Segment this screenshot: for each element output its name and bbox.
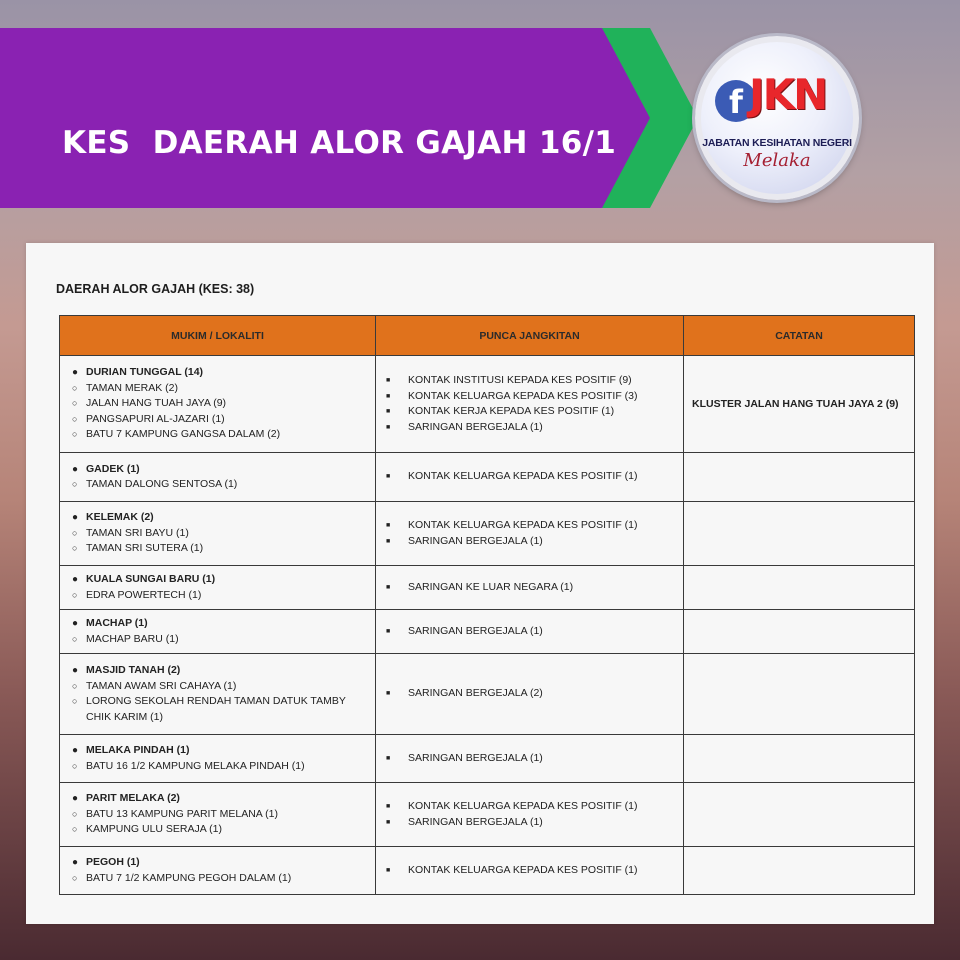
source-text: SARINGAN BERGEJALA (1) (408, 624, 543, 637)
locality-item (66, 822, 369, 838)
bullet-icon: ● (72, 618, 79, 629)
locality-item (66, 807, 369, 823)
locality-name: MACHAP BARU (1) (86, 632, 179, 645)
source-list (376, 747, 683, 771)
source-text: SARINGAN BERGEJALA (1) (408, 751, 543, 764)
source-item (382, 815, 677, 831)
note-cell (684, 783, 915, 847)
square-bullet-icon: ■ (386, 392, 391, 400)
locality-list (60, 737, 375, 780)
source-cell (376, 356, 684, 453)
locality-name: KAMPUNG ULU SERAJA (1) (86, 823, 222, 836)
mukim-name: KELEMAK (2) (86, 511, 154, 524)
square-bullet-icon: ■ (386, 408, 391, 415)
table-row (60, 735, 915, 783)
table-row (60, 847, 915, 895)
locality-item (66, 694, 369, 725)
circle-bullet-icon: ○ (72, 543, 78, 554)
source-text: KONTAK KERJA KEPADA KES POSITIF (1) (408, 405, 615, 417)
locality-list (60, 566, 375, 609)
logo-subtitle: JABATAN KESIHATAN NEGERI (702, 137, 852, 149)
locality-name: PANGSAPURI AL-JAZARI (1) (86, 412, 225, 425)
jkn-logo (695, 36, 859, 200)
source-text: SARINGAN BERGEJALA (1) (408, 420, 543, 433)
table-row (60, 453, 915, 502)
square-bullet-icon: ■ (386, 627, 391, 635)
source-cell (376, 654, 684, 735)
locality-name: BATU 16 1/2 KAMPUNG MELAKA PINDAH (1) (86, 759, 305, 772)
locality-list (60, 610, 375, 653)
source-cell (376, 783, 684, 847)
column-header-mukim: MUKIM / LOKALITI (60, 316, 376, 356)
circle-bullet-icon: ○ (72, 429, 78, 440)
square-bullet-icon: ■ (386, 803, 391, 810)
locality-name: EDRA POWERTECH (1) (86, 588, 202, 601)
locality-name: LORONG SEKOLAH RENDAH TAMAN DATUK TAMBY CHIK KARIM (1) (86, 695, 346, 723)
table-row (60, 654, 915, 735)
locality-item (66, 679, 369, 695)
circle-bullet-icon: ○ (72, 413, 78, 424)
bullet-icon: ● (72, 463, 79, 475)
source-text: KONTAK INSTITUSI KEPADA KES POSITIF (9) (408, 374, 632, 386)
square-bullet-icon: ■ (386, 522, 391, 529)
locality-name: TAMAN SRI SUTERA (1) (86, 542, 204, 555)
circle-bullet-icon: ○ (72, 872, 78, 883)
mukim-name: MASJID TANAH (2) (86, 664, 181, 676)
mukim-name: DURIAN TUNGGAL (14) (86, 366, 204, 379)
locality-name: TAMAN MERAK (2) (86, 381, 178, 394)
circle-bullet-icon: ○ (72, 398, 78, 409)
bullet-icon: ● (72, 367, 79, 379)
locality-item (66, 412, 369, 428)
source-item (382, 534, 677, 550)
locality-item (66, 588, 369, 604)
square-bullet-icon: ■ (386, 537, 391, 545)
case-table (59, 315, 915, 895)
locality-list (60, 657, 375, 731)
circle-bullet-icon: ○ (72, 808, 78, 819)
circle-bullet-icon: ○ (72, 760, 78, 771)
table-row (60, 610, 915, 654)
logo-initials: JKN (749, 70, 827, 119)
locality-list (60, 456, 375, 499)
bullet-icon: ● (72, 574, 79, 585)
source-text: KONTAK KELUARGA KEPADA KES POSITIF (1) (408, 863, 638, 876)
source-list (376, 369, 683, 439)
mukim-heading (66, 462, 369, 478)
locality-item (66, 541, 369, 557)
table-row (60, 356, 915, 453)
mukim-heading (66, 791, 369, 807)
mukim-heading (66, 743, 369, 759)
note-cell (684, 356, 915, 453)
source-list (376, 795, 683, 834)
table-row (60, 502, 915, 566)
mukim-heading (66, 510, 369, 526)
mukim-heading (66, 616, 369, 632)
locality-name: JALAN HANG TUAH JAYA (9) (86, 397, 227, 410)
source-list (376, 682, 683, 706)
square-bullet-icon: ■ (386, 473, 391, 481)
square-bullet-icon: ■ (386, 690, 391, 698)
source-cell (376, 453, 684, 502)
locality-item (66, 477, 369, 493)
source-item (382, 799, 677, 815)
mukim-heading (66, 855, 369, 871)
mukim-heading (66, 365, 369, 381)
note-cell (684, 610, 915, 654)
mukim-name: GADEK (1) (86, 462, 140, 475)
mukim-cell (60, 502, 376, 566)
mukim-name: KUALA SUNGAI BARU (1) (86, 573, 216, 585)
locality-item (66, 526, 369, 542)
note-cell (684, 847, 915, 895)
circle-bullet-icon: ○ (72, 696, 78, 706)
circle-bullet-icon: ○ (72, 633, 78, 644)
source-item (382, 624, 677, 640)
circle-bullet-icon: ○ (72, 824, 78, 835)
title-banner (0, 28, 700, 208)
square-bullet-icon: ■ (386, 754, 391, 762)
source-item (382, 404, 677, 420)
source-cell (376, 566, 684, 610)
mukim-name: PARIT MELAKA (2) (86, 792, 180, 805)
table-row (60, 783, 915, 847)
source-text: SARINGAN BERGEJALA (1) (408, 815, 543, 828)
note-cell (684, 502, 915, 566)
source-text: SARINGAN KE LUAR NEGARA (1) (408, 580, 574, 593)
table-row (60, 566, 915, 610)
source-list (376, 465, 683, 489)
square-bullet-icon: ■ (386, 583, 391, 591)
circle-bullet-icon: ○ (72, 680, 78, 691)
mukim-cell (60, 847, 376, 895)
source-item (382, 518, 677, 534)
locality-item (66, 632, 369, 648)
locality-name: TAMAN AWAM SRI CAHAYA (1) (86, 679, 237, 692)
note-text: KLUSTER JALAN HANG TUAH JAYA 2 (9) (692, 398, 899, 410)
source-text: SARINGAN BERGEJALA (2) (408, 687, 543, 700)
square-bullet-icon: ■ (386, 818, 391, 826)
source-item (382, 373, 677, 389)
mukim-cell (60, 453, 376, 502)
banner-purple-band (0, 28, 650, 208)
source-item (382, 686, 677, 702)
source-text: SARINGAN BERGEJALA (1) (408, 534, 543, 547)
mukim-heading (66, 663, 369, 679)
bullet-icon: ● (72, 512, 79, 524)
square-bullet-icon: ■ (386, 866, 391, 874)
locality-item (66, 381, 369, 397)
circle-bullet-icon: ○ (72, 527, 78, 538)
source-text: KONTAK KELUARGA KEPADA KES POSITIF (1) (408, 470, 638, 483)
locality-item (66, 396, 369, 412)
locality-name: TAMAN SRI BAYU (1) (86, 526, 189, 539)
note-cell (684, 566, 915, 610)
source-list (376, 859, 683, 883)
mukim-name: MACHAP (1) (86, 617, 148, 629)
locality-list (60, 785, 375, 844)
note-cell (684, 453, 915, 502)
locality-name: BATU 13 KAMPUNG PARIT MELANA (1) (86, 807, 278, 820)
source-list (376, 576, 683, 600)
table-header-row (60, 316, 915, 356)
source-item (382, 751, 677, 767)
mukim-heading (66, 572, 369, 588)
bullet-icon: ● (72, 665, 79, 676)
source-item (382, 469, 677, 485)
source-cell (376, 847, 684, 895)
source-cell (376, 735, 684, 783)
note-cell (684, 735, 915, 783)
source-text: KONTAK KELUARGA KEPADA KES POSITIF (1) (408, 519, 638, 531)
facebook-icon: f (715, 80, 757, 122)
locality-name: BATU 7 1/2 KAMPUNG PEGOH DALAM (1) (86, 871, 292, 884)
mukim-cell (60, 566, 376, 610)
source-cell (376, 502, 684, 566)
mukim-cell (60, 654, 376, 735)
source-list (376, 620, 683, 644)
locality-list (60, 359, 375, 449)
circle-bullet-icon: ○ (72, 589, 78, 600)
locality-list (60, 504, 375, 563)
page-title: KES DAERAH ALOR GAJAH 16/1 (62, 125, 617, 161)
banner-shape (0, 28, 700, 208)
source-cell (376, 610, 684, 654)
mukim-cell (60, 356, 376, 453)
mukim-name: MELAKA PINDAH (1) (86, 744, 190, 756)
bullet-icon: ● (72, 793, 79, 805)
source-item (382, 863, 677, 879)
document-heading: DAERAH ALOR GAJAH (KES: 38) (56, 282, 255, 296)
square-bullet-icon: ■ (386, 377, 391, 384)
source-item (382, 420, 677, 436)
mukim-cell (60, 610, 376, 654)
locality-item (66, 759, 369, 775)
source-text: KONTAK KELUARGA KEPADA KES POSITIF (1) (408, 800, 638, 812)
locality-name: TAMAN DALONG SENTOSA (1) (86, 478, 238, 490)
logo-script: Melaka (743, 150, 811, 171)
mukim-name: PEGOH (1) (86, 856, 140, 868)
source-item (382, 580, 677, 596)
column-header-punca: PUNCA JANGKITAN (376, 316, 684, 356)
document-sheet (26, 243, 934, 924)
mukim-cell (60, 783, 376, 847)
locality-name: BATU 7 KAMPUNG GANGSA DALAM (2) (86, 428, 281, 441)
source-list (376, 514, 683, 553)
bullet-icon: ● (72, 745, 79, 756)
note-cell (684, 654, 915, 735)
column-header-catatan: CATATAN (684, 316, 915, 356)
square-bullet-icon: ■ (386, 423, 391, 431)
locality-item (66, 871, 369, 887)
source-item (382, 389, 677, 405)
bullet-icon: ● (72, 857, 79, 868)
locality-list (60, 849, 375, 892)
circle-bullet-icon: ○ (72, 479, 78, 489)
source-text: KONTAK KELUARGA KEPADA KES POSITIF (3) (408, 389, 638, 402)
circle-bullet-icon: ○ (72, 382, 78, 393)
mukim-cell (60, 735, 376, 783)
locality-item (66, 427, 369, 443)
